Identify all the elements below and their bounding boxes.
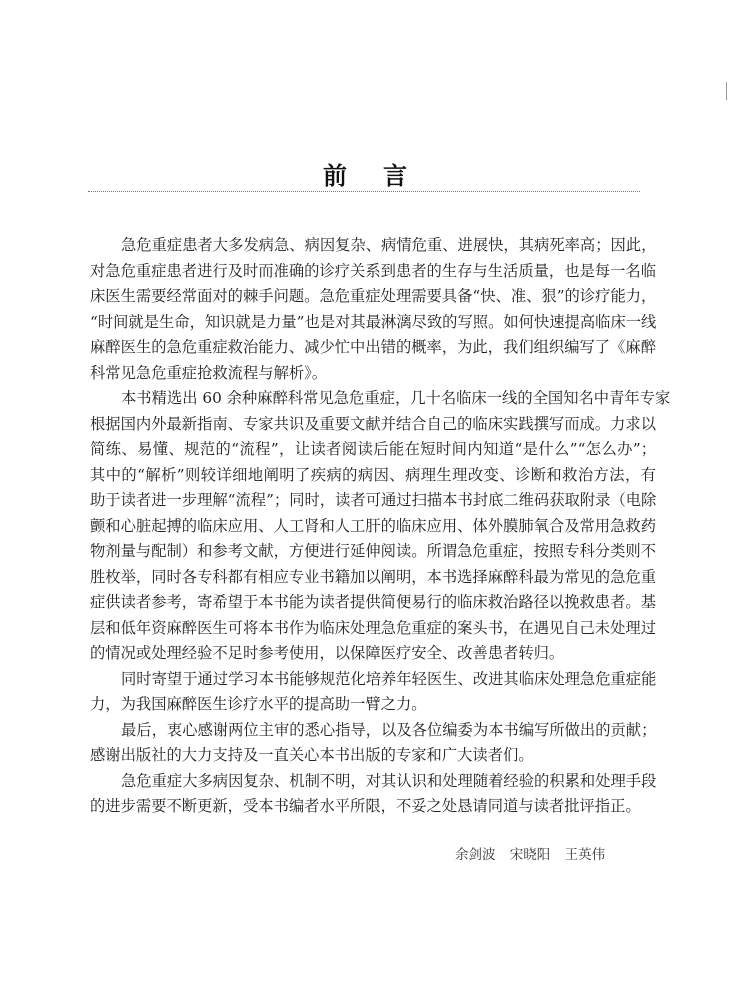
title-divider [88, 191, 640, 192]
text-line: “时间就是生命，知识就是力量”也是对其最淋漓尽致的写照。如何快速提高临床一线 [90, 312, 657, 331]
paragraph [90, 667, 656, 718]
page-edge-mark [726, 82, 727, 100]
text-line: 其中的“解析”则较详细地阐明了疾病的病因、病理生理改变、诊断和救治方法，有 [90, 465, 656, 484]
text-line: 的情况或处理经验不足时参考使用，以保障医疗安全、改善患者转归。 [90, 644, 565, 662]
text-line: 症供读者参考，寄希望于本书能为读者提供简便易行的临床救治路径以挽救患者。基 [90, 593, 656, 611]
text-line: 麻醉医生的急危重症救治能力、减少忙中出错的概率，为此，我们组织编写了《麻醉 [90, 338, 656, 356]
text-line: 急危重症大多病因复杂、机制不明，对其认识和处理随着经验的积累和处理手段 [121, 771, 657, 790]
text-line: 感谢出版社的大力支持及一直关心本书出版的专家和广大读者们。 [90, 746, 534, 764]
page-title: 前言 [323, 161, 443, 190]
text-line: 层和低年资麻醉医生可将本书作为临床处理急危重症的案头书，在遇见自己未处理过 [90, 618, 656, 637]
text-line: 本书精选出 60 余种麻醉科常见急危重症，几十名临床一线的全国知名中青年专家 [121, 389, 671, 407]
text-line: 科常见急危重症抢救流程与解析》。 [90, 363, 328, 382]
text-line: 助于读者进一步理解“流程”；同时，读者可通过扫描本书封底二维码获取附录（电除 [90, 491, 657, 509]
text-line: 的进步需要不断更新，受本书编者水平所限，不妥之处恳请同道与读者批评指正。 [90, 797, 641, 815]
text-line: 对急危重症患者进行及时而准确的诊疗关系到患者的生存与生活质量，也是每一名临 [90, 261, 656, 280]
text-line: 急危重症患者大多发病急、病因复杂、病情危重、进展快，其病死率高；因此， [121, 236, 657, 254]
paragraph [90, 769, 656, 820]
text-line: 最后，衷心感谢两位主审的悉心指导，以及各位编委为本书编写所做出的贡献； [121, 720, 657, 739]
text-line: 力，为我国麻醉医生诊疗水平的提高助一臂之力。 [90, 695, 427, 713]
text-line: 同时寄望于通过学习本书能够规范化培养年轻医生、改进其临床处理急危重症能 [121, 669, 657, 688]
text-line: 物剂量与配制）和参考文献，方便进行延伸阅读。所谓急危重症，按照专科分类则不 [90, 542, 656, 560]
paragraph [90, 233, 656, 386]
paragraph [90, 386, 671, 667]
paragraph [90, 718, 656, 769]
text-line: 颤和心脏起搏的临床应用、人工肾和人工肝的临床应用、体外膜肺氧合及常用急救药 [90, 516, 656, 535]
preface-body [90, 233, 671, 820]
author-signature: 余剑波 宋晓阳 王英伟 [455, 847, 606, 863]
text-line: 根据国内外最新指南、专家共识及重要文献并结合自己的临床实践撰写而成。力求以 [90, 414, 656, 433]
text-line: 胜枚举，同时各专科都有相应专业书籍加以阐明，本书选择麻醉科最为常见的急危重 [90, 567, 656, 586]
text-line: 简练、易懂、规范的“流程”，让读者阅读后能在短时间内知道“是什么”“怎么办”； [90, 440, 656, 458]
text-line: 床医生需要经常面对的棘手问题。急危重症处理需要具备“快、准、狠”的诊疗能力， [90, 287, 657, 305]
